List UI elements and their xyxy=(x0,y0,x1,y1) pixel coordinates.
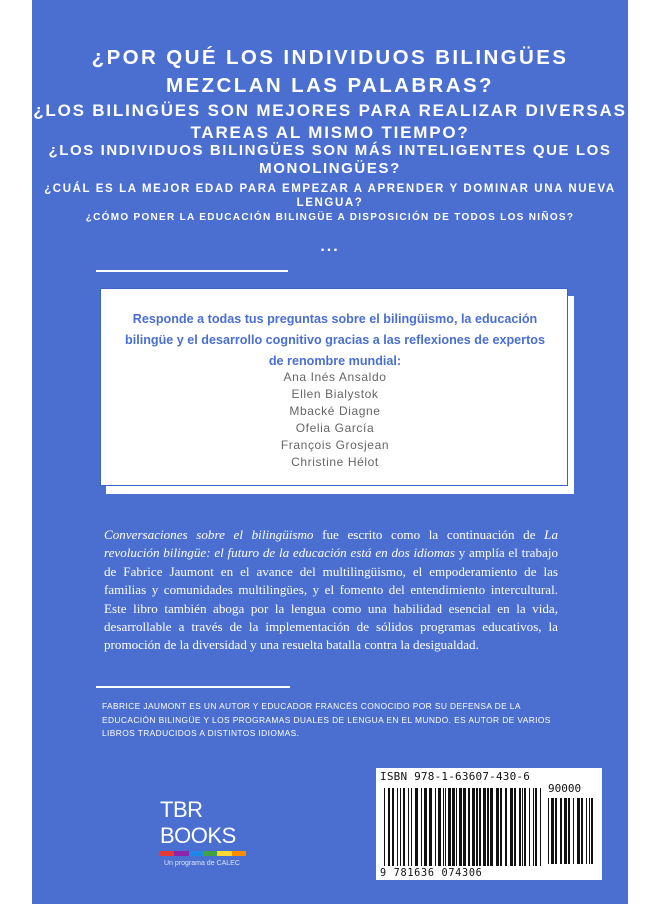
barcode-bar xyxy=(483,788,486,866)
barcode-bar xyxy=(573,798,574,864)
barcode-bar xyxy=(415,788,418,866)
barcode-bar xyxy=(438,788,441,866)
question-intelligence: ¿LOS INDIVIDUOS BILINGÜES SON MÁS INTELIGENTES QUE LOS MONOLINGÜES? xyxy=(48,142,612,177)
barcode-bar xyxy=(448,788,451,866)
experts-box xyxy=(100,288,568,486)
logo-bar xyxy=(160,851,174,856)
barcode-bar xyxy=(411,788,412,866)
barcode-bar xyxy=(392,788,394,866)
barcode xyxy=(376,768,602,880)
barcode-bar xyxy=(388,788,390,866)
ellipsis: ... xyxy=(320,238,340,255)
expert-name: Ana Inés Ansaldo xyxy=(283,370,387,384)
barcode-bar xyxy=(459,788,462,866)
barcode-bar xyxy=(510,788,513,866)
barcode-bars xyxy=(384,788,544,866)
publisher-logo xyxy=(160,797,280,867)
barcode-bar xyxy=(435,788,436,866)
divider-bottom xyxy=(96,686,290,688)
logo-bar xyxy=(189,851,203,856)
barcode-bar xyxy=(581,798,583,864)
barcode-bar xyxy=(514,788,516,866)
barcode-bar xyxy=(555,798,557,864)
barcode-bar xyxy=(496,788,499,866)
question-access: ¿CÓMO PONER LA EDUCACIÓN BILINGÜE A DISPOSICIÓN DE TODOS LOS NIÑOS? xyxy=(85,212,575,223)
barcode-bar xyxy=(533,788,534,866)
description-text: fue escrito como la continuación de xyxy=(313,527,545,542)
barcode-bar xyxy=(548,798,549,864)
barcode-bar xyxy=(424,788,427,866)
barcode-bar xyxy=(535,788,537,866)
logo-bar xyxy=(217,851,231,856)
question-mix-words: ¿POR QUÉ LOS INDIVIDUOS BILINGÜES MEZCLAN LAS PALABRAS? xyxy=(91,46,569,97)
price-barcode-bars xyxy=(548,798,596,864)
barcode-bar xyxy=(577,798,580,864)
barcode-bar xyxy=(564,798,567,864)
logo-bar xyxy=(203,851,217,856)
barcode-bar xyxy=(408,788,409,866)
description-text: y amplía el trabajo de Fabrice Jaumont en el avance del multilingüismo, el empoderamiento de las familias y comunidades multilingües, y el fomento del entendimiento intercultural. Este libro también aboga por la lengua como una habilidad esencial en la vida, desarrollable a través de la implementación de sólidos programas educativos, la promoción de la diversidad y una resuelta batalla contra la desigualdad. xyxy=(104,545,559,653)
barcode-bar xyxy=(463,788,466,866)
barcode-bar xyxy=(487,788,489,866)
expert-name: Ellen Bialystok xyxy=(291,387,379,401)
expert-name: Christine Hélot xyxy=(291,455,379,469)
barcode-bar xyxy=(479,788,481,866)
barcode-number: 9 781636 074306 xyxy=(380,868,483,879)
barcode-bar xyxy=(591,798,593,864)
barcode-bar xyxy=(586,798,587,864)
logo-color-bars xyxy=(160,851,246,856)
barcode-bar xyxy=(540,788,541,866)
barcode-bar xyxy=(397,788,398,866)
isbn-label: ISBN 978-1-63607-430-6 xyxy=(380,770,531,783)
divider-top xyxy=(96,270,288,272)
barcode-bar xyxy=(429,788,432,866)
logo-bar xyxy=(232,851,246,856)
barcode-bar xyxy=(468,788,470,866)
barcode-bar xyxy=(472,788,475,866)
expert-name: François Grosjean xyxy=(280,438,390,452)
experts-list xyxy=(101,369,569,471)
barcode-bar xyxy=(403,788,405,866)
barcode-bar xyxy=(529,788,530,866)
barcode-bar xyxy=(522,788,523,866)
barcode-bar xyxy=(476,788,478,866)
barcode-bar xyxy=(443,788,444,866)
book-back-cover xyxy=(32,0,628,904)
barcode-bar xyxy=(568,798,570,864)
barcode-bar xyxy=(524,788,526,866)
barcode-bar xyxy=(589,798,590,864)
barcode-bar xyxy=(490,788,493,866)
barcode-bar xyxy=(384,788,385,866)
experts-intro: Responde a todas tus preguntas sobre el bilingüismo, la educación bilingüe y el desarrollo cognitivo gracias a las reflexiones de expertos de renombre mundial: xyxy=(125,312,545,368)
publisher-name: TBR BOOKS xyxy=(160,797,236,848)
barcode-bar xyxy=(505,788,507,866)
book-title: Conversaciones sobre el bilingüismo xyxy=(104,527,314,542)
barcode-bar xyxy=(445,788,446,866)
author-bio: FABRICE JAUMONT ES UN AUTOR Y EDUCADOR FRANCÉS CONOCIDO POR SU DEFENSA DE LA EDUCACIÓN BILINGÜE Y LOS PROGRAMAS DUALES DE LENGUA EN EL MUNDO. ES AUTOR DE VARIOS LIBROS TRADUCIDOS A DISTINTOS IDIOMAS. xyxy=(102,701,551,738)
barcode-bar xyxy=(400,788,401,866)
barcode-bar xyxy=(551,798,554,864)
question-best-age: ¿CUÁL ES LA MEJOR EDAD PARA EMPEZAR A APRENDER Y DOMINAR UNA NUEVA LENGUA? xyxy=(44,183,616,209)
question-multitasking: ¿LOS BILINGÜES SON MEJORES PARA REALIZAR DIVERSAS TAREAS AL MISMO TIEMPO? xyxy=(33,101,627,142)
barcode-bar xyxy=(452,788,455,866)
barcode-bar xyxy=(500,788,502,866)
barcode-bar xyxy=(519,788,521,866)
barcode-bar xyxy=(560,798,562,864)
expert-name: Mbacké Diagne xyxy=(289,404,381,418)
book-description xyxy=(104,526,558,655)
barcode-bar xyxy=(456,788,457,866)
logo-bar xyxy=(174,851,188,856)
barcode-bar xyxy=(421,788,422,866)
previous-book-title: La revolución bilingüe: el futuro de la educación está en dos idiomas xyxy=(104,527,559,561)
expert-name: Ofelia García xyxy=(295,421,375,435)
publisher-tagline: Un programa de CALEC xyxy=(164,860,240,867)
price-code: 90000 xyxy=(548,782,582,795)
